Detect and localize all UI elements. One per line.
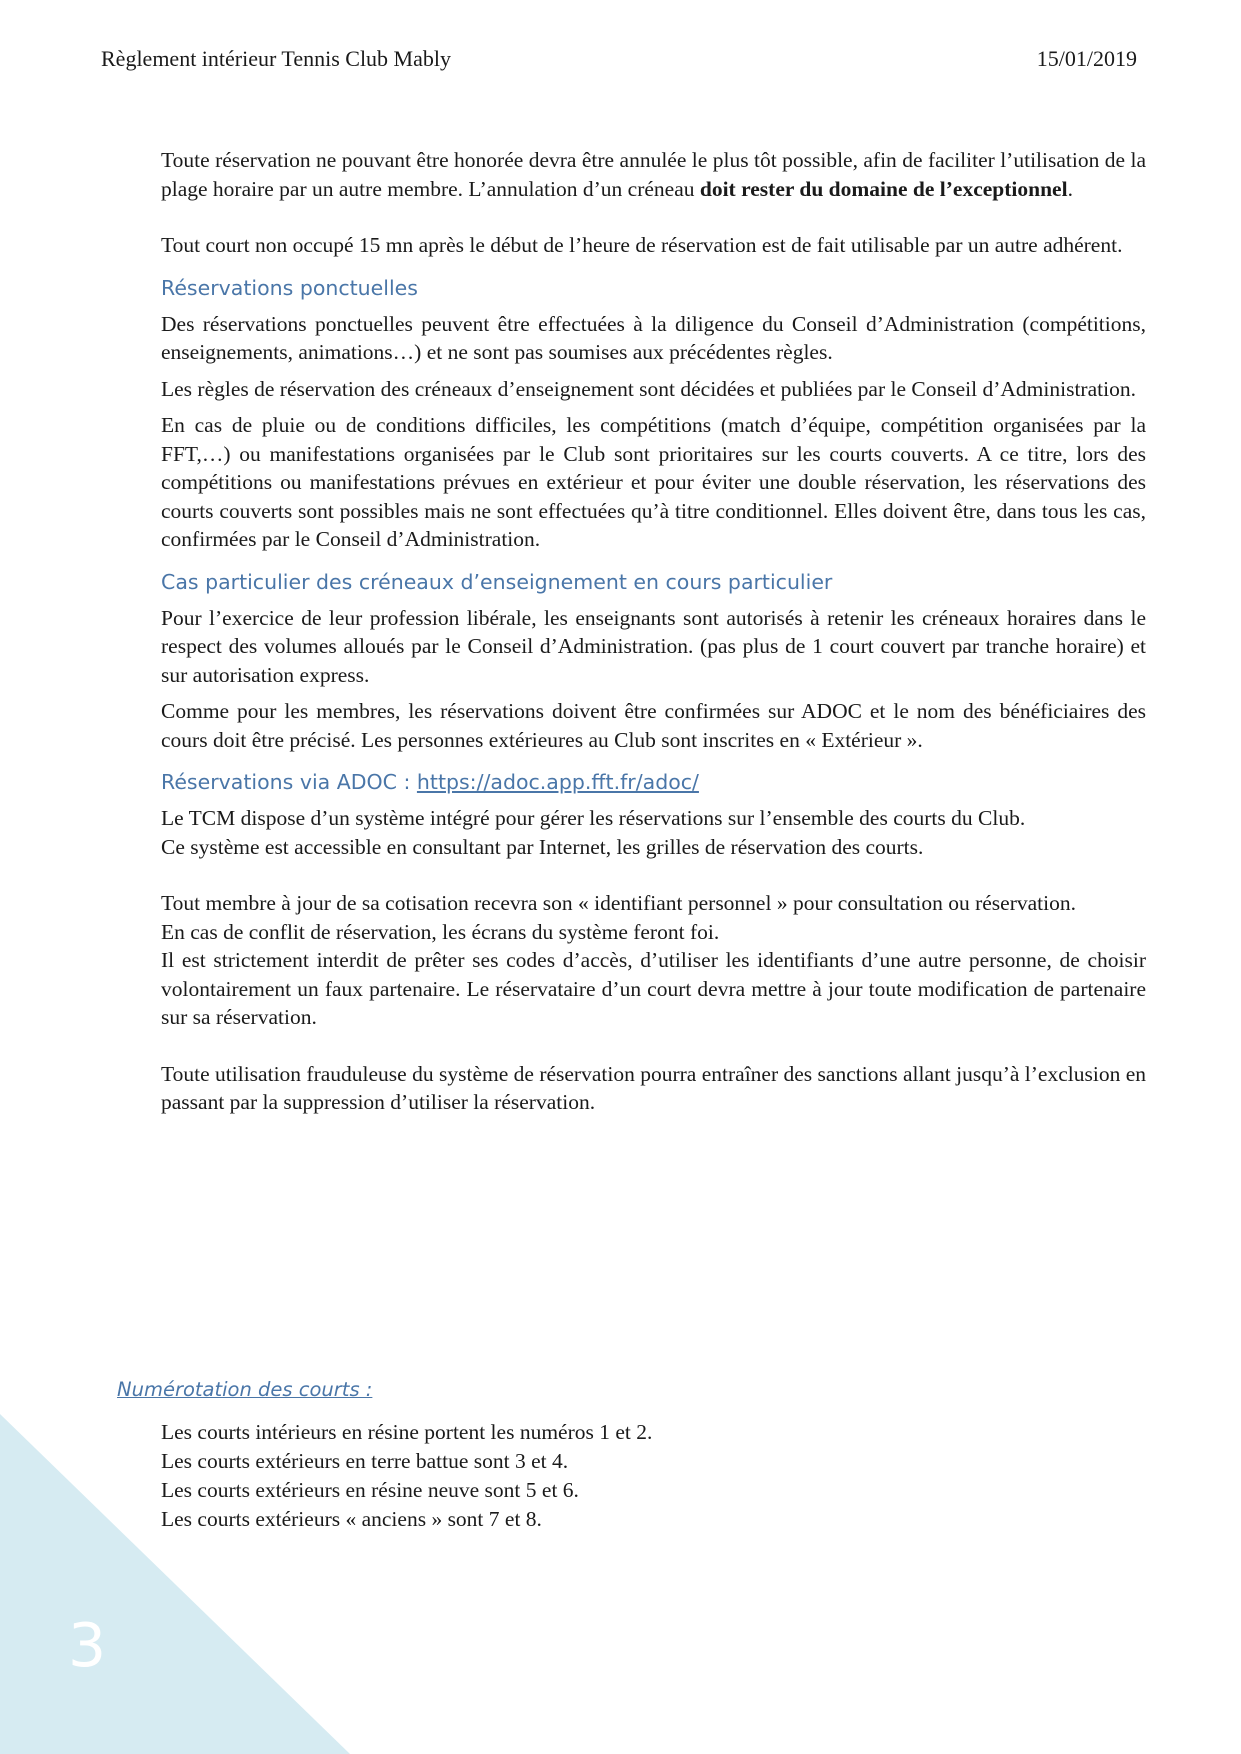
intro-bold-text: doit rester du domaine de l’exceptionnel bbox=[699, 176, 1068, 201]
adoc-paragraph-4: Il est strictement interdit de prêter ses codes d’accès, d’utiliser les identifiants d’une autre personne, de choisir volontairement un faux partenaire. Le réservataire d’un court devra mettre à jour toute modification de partenaire sur sa réservation. bbox=[161, 948, 1146, 1029]
header-date: 15/01/2019 bbox=[1036, 46, 1137, 71]
section-heading-adoc bbox=[161, 768, 1146, 796]
adoc-paragraph-2: Tout membre à jour de sa cotisation recevra son « identifiant personnel » pour consultation ou réservation. bbox=[161, 891, 1076, 915]
ponctuelles-paragraph-3: En cas de pluie ou de conditions difficiles, les compétitions (match d’équipe, compétition organisées par la FFT,…) ou manifestations organisées par le Club sont prioritaires sur les courts couverts. A ce titre, lors des compétitions ou manifestations prévues en extérieur et pour éviter une double réservation, les réservations des courts couverts sont possibles mais ne sont effectuées qu’à titre conditionnel. Elles doivent être, dans tous les cas, confirmées par le Conseil d’Administration. bbox=[161, 413, 1146, 551]
main-content bbox=[161, 146, 1146, 1117]
intro-text: Toute réservation ne pouvant être honorée devra être annulée le plus tôt possible, afin de faciliter l’utilisation de la plage horaire par un autre membre. L’annulation d’un créneau bbox=[161, 148, 1146, 201]
intro-paragraph-2: Tout court non occupé 15 mn après le début de l’heure de réservation est de fait utilisable par un autre adhérent. bbox=[161, 233, 1123, 257]
adoc-heading-prefix: Réservations via ADOC : bbox=[161, 770, 417, 794]
enseignement-paragraph-2: Comme pour les membres, les réservations doivent être confirmées sur ADOC et le nom des bénéficiaires des cours doit être précisé. Les personnes extérieures au Club sont inscrites en « Extérieur ». bbox=[161, 699, 1146, 752]
adoc-paragraph-5: Toute utilisation frauduleuse du système de réservation pourra entraîner des sanctions allant jusqu’à l’exclusion en passant par la suppression d’utiliser la réservation. bbox=[161, 1061, 1146, 1114]
ponctuelles-paragraph-2: Les règles de réservation des créneaux d’enseignement sont décidées et publiées par le Conseil d’Administration. bbox=[161, 376, 1136, 401]
adoc-paragraph-1: Le TCM dispose d’un système intégré pour gérer les réservations sur l’ensemble des courts du Club. bbox=[161, 806, 1026, 830]
ponctuelles-paragraph-1: Des réservations ponctuelles peuvent être effectuées à la diligence du Conseil d’Administration (compétitions, enseignements, animations…) et ne sont pas soumises aux précédentes règles. bbox=[161, 311, 1146, 364]
section-heading-enseignement: Cas particulier des créneaux d’enseignement en cours particulier bbox=[161, 569, 833, 594]
page-number: 3 bbox=[68, 1611, 107, 1681]
courts-line: Les courts extérieurs en résine neuve sont 5 et 6. bbox=[161, 1478, 579, 1502]
adoc-paragraph-3: En cas de conflit de réservation, les écrans du système feront foi. bbox=[161, 919, 720, 944]
intro-paragraph-1 bbox=[161, 146, 1146, 203]
enseignement-paragraph-1: Pour l’exercice de leur profession libérale, les enseignants sont autorisés à retenir les créneaux horaires dans le respect des volumes alloués par le Conseil d’Administration. (pas plus de 1 court couvert par tranche horaire) et sur autorisation express. bbox=[161, 605, 1146, 687]
section-heading-ponctuelles: Réservations ponctuelles bbox=[161, 275, 418, 300]
header-title: Règlement intérieur Tennis Club Mably bbox=[101, 46, 451, 71]
intro-end: . bbox=[1067, 176, 1073, 201]
page-header bbox=[101, 46, 1137, 72]
numbering-title: Numérotation des courts : bbox=[117, 1378, 373, 1401]
courts-line: Les courts extérieurs en terre battue sont 3 et 4. bbox=[161, 1449, 569, 1473]
courts-line: Les courts extérieurs « anciens » sont 7 et 8. bbox=[161, 1507, 542, 1531]
adoc-paragraph-1b: Ce système est accessible en consultant par Internet, les grilles de réservation des courts. bbox=[161, 834, 924, 859]
courts-list bbox=[161, 1418, 652, 1534]
adoc-link[interactable]: https://adoc.app.fft.fr/adoc/ bbox=[416, 770, 699, 794]
courts-line: Les courts intérieurs en résine portent les numéros 1 et 2. bbox=[161, 1420, 653, 1444]
